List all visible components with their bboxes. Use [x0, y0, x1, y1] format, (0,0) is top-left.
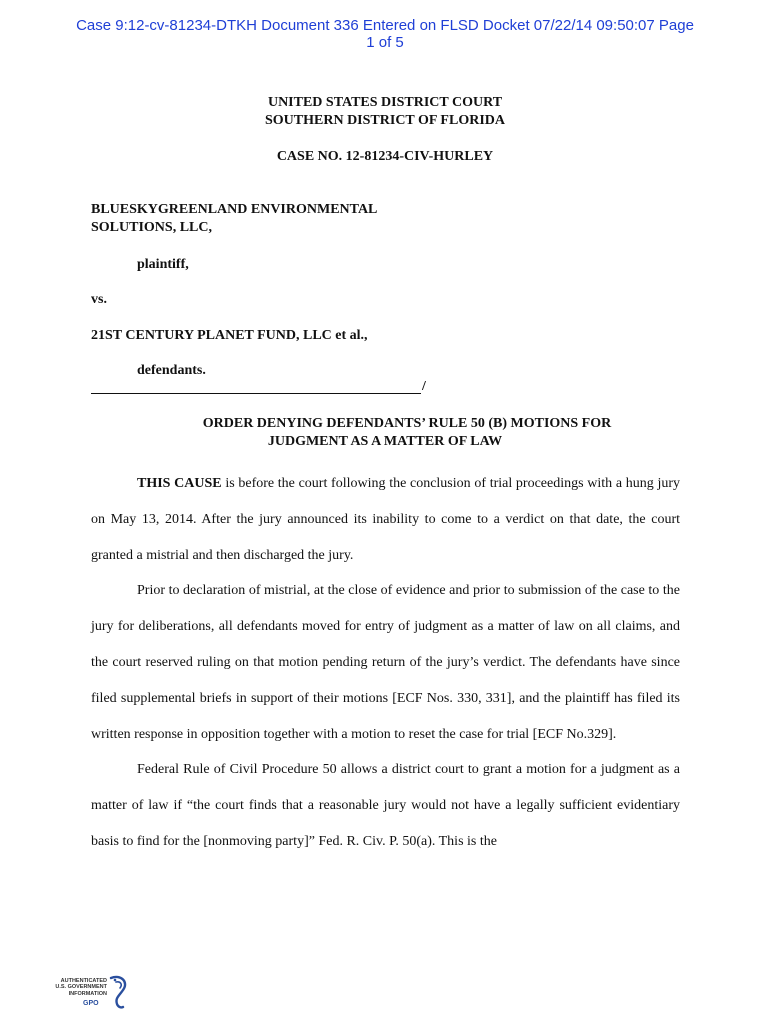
caption-rule-line [91, 393, 421, 394]
plaintiff-name-line-2: SOLUTIONS, LLC, [91, 220, 212, 235]
order-title-line-2: JUDGMENT AS A MATTER OF LAW [267, 434, 503, 449]
gpo-authenticated-text [45, 978, 107, 997]
docket-header-line-2: 1 of 5 [366, 34, 404, 51]
paragraph-1 [91, 466, 680, 573]
docket-header-line-1: Case 9:12-cv-81234-DTKH Document 336 Entered on FLSD Docket 07/22/14 09:50:07 Page [76, 17, 694, 34]
order-title-line-1: ORDER DENYING DEFENDANTS’ RULE 50 (B) MOTIONS FOR [202, 416, 612, 431]
paragraph-3: Federal Rule of Civil Procedure 50 allows a district court to grant a motion for a judgment as a matter of law if “the court finds that a reasonable jury would not have a legally sufficient evidentiary basis to find for the [nonmoving party]” Fed. R. Civ. P. 50(a). This is the [91, 762, 680, 849]
gpo-label: GPO [83, 1000, 99, 1007]
this-cause-lead: THIS CAUSE [137, 476, 222, 491]
court-name: UNITED STATES DISTRICT COURT [267, 95, 503, 110]
defendant-role: defendants. [137, 363, 206, 378]
court-district: SOUTHERN DISTRICT OF FLORIDA [265, 113, 505, 128]
plaintiff-role: plaintiff, [137, 257, 189, 272]
order-body [91, 466, 680, 860]
gpo-text-line-2: U.S. GOVERNMENT [55, 984, 107, 991]
eagle-icon [107, 974, 129, 1010]
caption-slash: / [422, 379, 426, 394]
versus: vs. [91, 292, 107, 307]
gpo-text-line-3: INFORMATION [68, 990, 107, 997]
gpo-authentication-logo [45, 972, 131, 1012]
gpo-text-line-1: AUTHENTICATED [60, 978, 107, 984]
defendant-name: 21ST CENTURY PLANET FUND, LLC et al., [91, 328, 368, 343]
plaintiff-name-line-1: BLUESKYGREENLAND ENVIRONMENTAL [91, 202, 378, 217]
paragraph-2: Prior to declaration of mistrial, at the close of evidence and prior to submission of the case to the jury for deliberations, all defendants moved for entry of judgment as a matter of law on all claims, and the court reserved ruling on that motion pending return of the jury’s verdict. The defendants have since filed supplemental briefs in support of their motions [ECF Nos. 330, 331], and the plaintiff has filed its written response in opposition together with a motion to reset the case for trial [ECF No.329]. [91, 583, 680, 742]
paragraph-1-text: is before the court following the conclusion of trial proceedings with a hung jury on May 13, 2014. After the jury announced its inability to come to a verdict on that date, the court granted a mistrial and then discharged the jury. [91, 476, 681, 563]
case-number: CASE NO. 12-81234-CIV-HURLEY [276, 149, 494, 164]
docket-header [40, 17, 730, 51]
